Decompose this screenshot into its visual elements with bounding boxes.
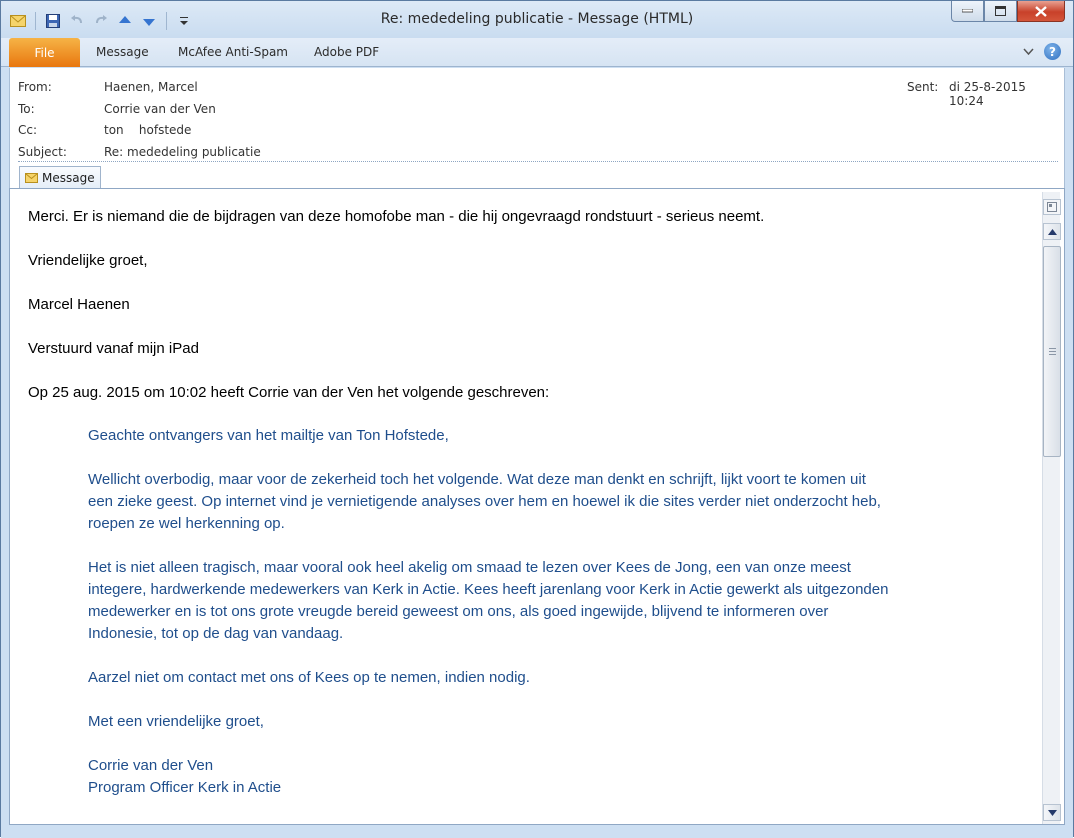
- window-title: Re: mededeling publicatie - Message (HTML): [380, 11, 694, 27]
- message-header: [9, 68, 1065, 163]
- quoted-signature-title: Program Officer Kerk in Actie: [88, 779, 282, 796]
- ribbon-expand-icon[interactable]: [1023, 45, 1034, 59]
- scroll-split-button[interactable]: [1043, 199, 1061, 215]
- tab-mcafee-anti-spam[interactable]: McAfee Anti-Spam: [178, 45, 288, 59]
- reply-signature: Marcel Haenen: [28, 296, 130, 313]
- ribbon-tabs: [1, 38, 1073, 67]
- tab-message[interactable]: Message: [96, 45, 149, 59]
- title-bar: [1, 1, 1073, 38]
- minimize-button[interactable]: [951, 1, 984, 22]
- split-view-icon: [1047, 202, 1057, 212]
- subject-label: Subject:: [18, 145, 67, 159]
- help-icon[interactable]: ?: [1044, 43, 1061, 60]
- to-value[interactable]: Corrie van der Ven: [104, 102, 216, 116]
- quote-attribution: Op 25 aug. 2015 om 10:02 heeft Corrie van der Ven het volgende geschreven:: [28, 384, 550, 401]
- tab-message-view[interactable]: [19, 166, 101, 188]
- message-tab-bar: [9, 163, 1065, 188]
- scroll-up-icon: [1048, 229, 1057, 235]
- quoted-para2-line2: integere, hardwerkende medewerkers van Kerk in Actie. Kees heeft jarenlang voor Kerk in Actie gewerkt als uitgezonden: [88, 581, 889, 598]
- from-label: From:: [18, 80, 52, 94]
- close-icon: [1035, 6, 1047, 17]
- quoted-para2-line1: Het is niet alleen tragisch, maar vooral ook heel akelig om smaad te lezen over Kees de Jong, een van onze meest: [88, 559, 851, 576]
- scroll-down-button[interactable]: [1043, 804, 1061, 821]
- scroll-thumb[interactable]: [1043, 246, 1061, 457]
- quoted-greeting: Geachte ontvangers van het mailtje van Ton Hofstede,: [88, 427, 449, 444]
- cc-label: Cc:: [18, 123, 38, 137]
- message-tab-label: Message: [42, 170, 95, 185]
- minimize-icon: [962, 9, 973, 13]
- message-body[interactable]: [9, 188, 1065, 825]
- window-controls: [951, 1, 1065, 22]
- window-bottom-frame: [1, 826, 1073, 838]
- quoted-para1-line3: roepen ze wel herkenning op.: [88, 515, 285, 532]
- header-divider: [18, 161, 1058, 162]
- from-value[interactable]: Haenen, Marcel: [104, 80, 198, 94]
- quoted-para1-line2: een zieke geest. Op internet vind je vernietigende analyses over hem en hoewel ik die sites verder niet onderzocht heb,: [88, 493, 881, 510]
- reply-sent-from: Verstuurd vanaf mijn iPad: [28, 340, 199, 357]
- maximize-icon: [995, 6, 1006, 16]
- quoted-closing: Met een vriendelijke groet,: [88, 713, 264, 730]
- to-label: To:: [18, 102, 35, 116]
- vertical-scrollbar[interactable]: [1042, 192, 1060, 824]
- maximize-button[interactable]: [984, 1, 1017, 22]
- tab-adobe-pdf[interactable]: Adobe PDF: [314, 45, 380, 59]
- scroll-up-button[interactable]: [1043, 223, 1061, 240]
- tab-file[interactable]: File: [9, 38, 80, 67]
- cc-value[interactable]: ton hofstede: [104, 123, 192, 137]
- reply-greeting: Vriendelijke groet,: [28, 252, 148, 269]
- thumb-grip-icon: [1049, 348, 1056, 355]
- reply-line-1: Merci. Er is niemand die de bijdragen van deze homofobe man - die hij ongevraagd rondstuurt - serieus neemt.: [28, 208, 765, 225]
- quoted-para2-line3: medewerker en is tot ons grote vreugde bereid geweest om ons, als goed ingewijde, blijvend te informeren over: [88, 603, 829, 620]
- envelope-icon: [25, 173, 38, 183]
- sent-value: di 25-8-2015 10:24: [949, 80, 1026, 108]
- scroll-down-icon: [1048, 810, 1057, 816]
- close-button[interactable]: [1017, 1, 1065, 22]
- quoted-para1-line1: Wellicht overbodig, maar voor de zekerheid toch het volgende. Wat deze man denkt en schrijft, lijkt voort te komen uit: [88, 471, 866, 488]
- sent-label: Sent:: [907, 80, 939, 94]
- quoted-signature-name: Corrie van der Ven: [88, 757, 214, 774]
- quoted-para2-line4: Indonesie, tot op de dag van vandaag.: [88, 625, 344, 642]
- subject-value: Re: mededeling publicatie: [104, 145, 261, 159]
- quoted-para3: Aarzel niet om contact met ons of Kees op te nemen, indien nodig.: [88, 669, 530, 686]
